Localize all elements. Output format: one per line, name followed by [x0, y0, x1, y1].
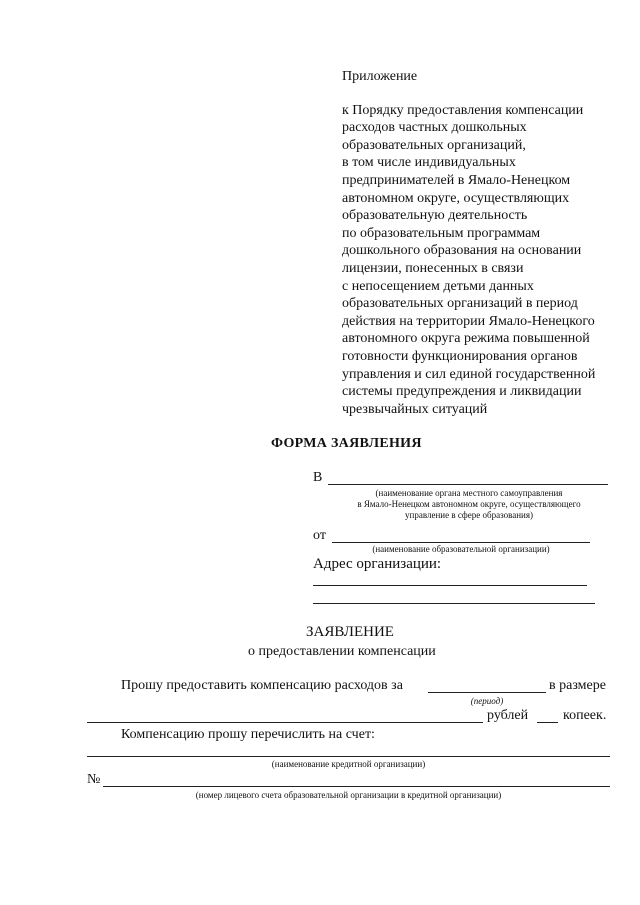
appendix-line: образовательных организаций,: [342, 137, 526, 153]
form-title: ФОРМА ЗАЯВЛЕНИЯ: [271, 436, 422, 451]
appendix-block: [342, 68, 595, 418]
address-label: Адрес организации:: [313, 556, 442, 572]
transfer-text: Компенсацию прошу перечислить на счет:: [121, 727, 375, 742]
account-field-line[interactable]: [103, 786, 610, 787]
appendix-line: лицензии, понесенных в связи: [342, 260, 524, 276]
number-sign: №: [87, 772, 101, 787]
appendix-line: чрезвычайных ситуаций: [342, 401, 488, 417]
appendix-line: к Порядку предоставления компенсации: [342, 102, 584, 118]
period-caption: (период): [470, 696, 504, 706]
appendix-line: по образовательным программам: [342, 225, 541, 241]
appendix-line: автономного округа режима повышенной: [342, 331, 590, 347]
amount-text: в размере: [549, 678, 606, 693]
appendix-line: предпринимателей в Ямало-Ненецком: [342, 172, 571, 188]
appendix-line: управления и сил единой государственной: [342, 366, 596, 382]
rubles-field-line[interactable]: [87, 722, 483, 723]
account-caption: (номер лицевого счета образовательной организации в кредитной организации): [195, 790, 502, 800]
bank-field-line[interactable]: [87, 756, 610, 757]
rubles-text: рублей: [487, 708, 529, 723]
to-prefix: В: [313, 470, 323, 485]
kopecks-field-line[interactable]: [537, 722, 558, 723]
appendix-line: автономном округе, осуществляющих: [342, 190, 570, 206]
to-field-line[interactable]: [328, 484, 608, 485]
statement-subtitle: о предоставлении компенсации: [248, 644, 436, 659]
from-prefix: от: [313, 528, 326, 543]
appendix-line: образовательную деятельность: [342, 208, 528, 224]
appendix-line: системы предупреждения и ликвидации: [342, 384, 582, 400]
address-line-1[interactable]: [313, 585, 587, 586]
to-caption: (наименование органа местного самоуправления в Ямало-Ненецком автономном округе, осуществляющего управление в сфере образования): [357, 488, 581, 520]
request-text: Прошу предоставить компенсацию расходов за: [121, 678, 403, 693]
bank-caption: (наименование кредитной организации): [271, 759, 426, 769]
kopecks-text: копеек.: [563, 708, 607, 723]
appendix-line: в том числе индивидуальных: [342, 155, 516, 171]
period-field-line[interactable]: [428, 692, 546, 693]
address-line-2[interactable]: [313, 603, 595, 604]
appendix-line: готовности функционирования органов: [342, 348, 578, 364]
appendix-line: расходов частных дошкольных: [342, 120, 527, 136]
appendix-line: образовательных организаций в период: [342, 296, 578, 312]
appendix-label: Приложение: [342, 69, 418, 84]
from-field-line[interactable]: [332, 542, 590, 543]
appendix-line: дошкольного образования на основании: [342, 243, 582, 259]
statement-title: ЗАЯВЛЕНИЕ: [306, 624, 394, 640]
appendix-line: действия на территории Ямало-Ненецкого: [342, 313, 595, 329]
from-caption: (наименование образовательной организации): [372, 544, 550, 554]
appendix-line: с непосещением детьми данных: [342, 278, 534, 294]
